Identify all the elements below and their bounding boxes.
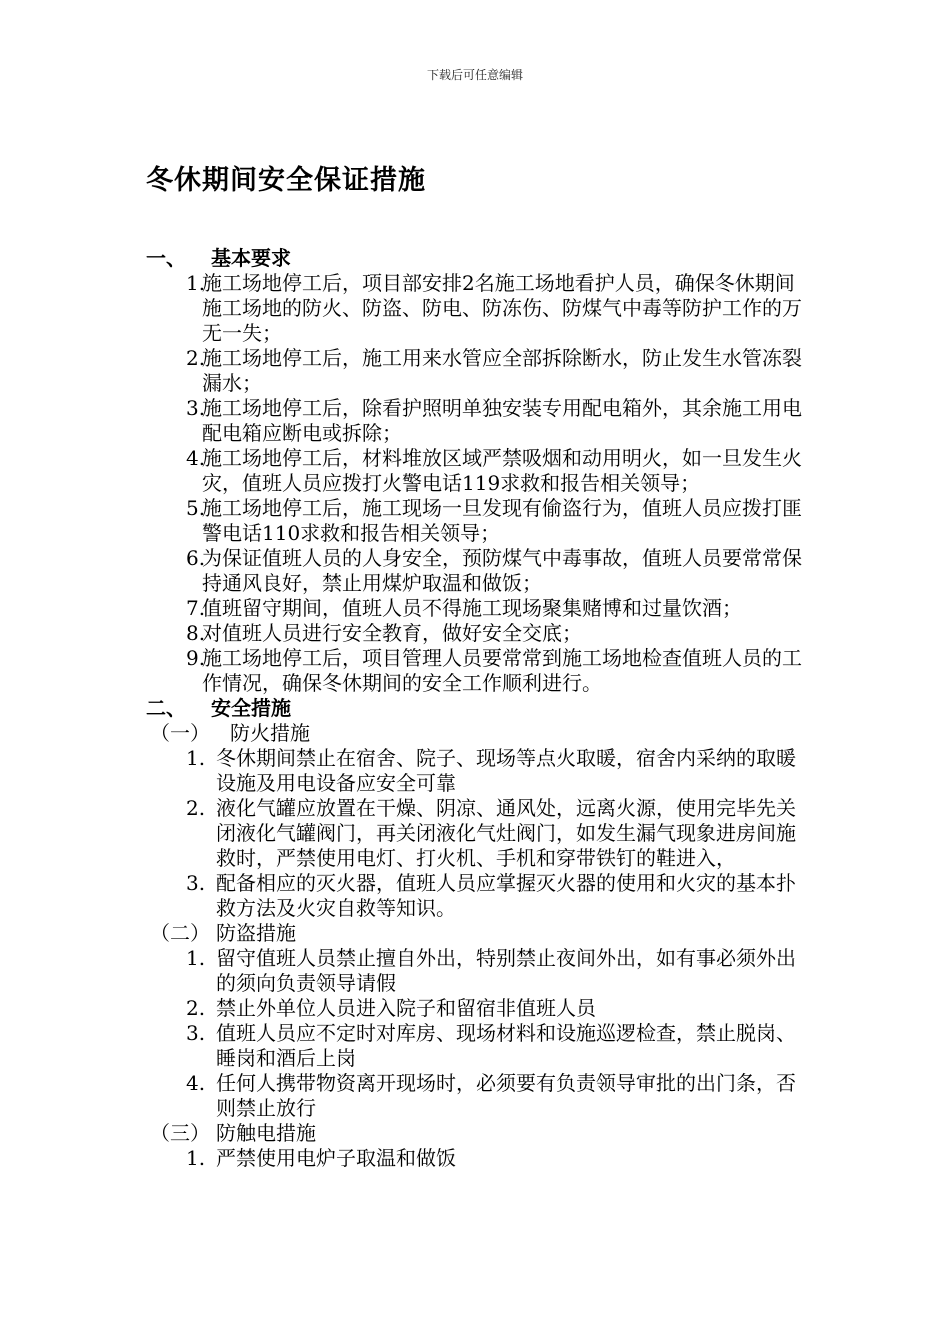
item-text: 为保证值班人员的人身安全，预防煤气中毒事故，值班人员要常常保持通风良好，禁止用煤炉取温和做饭；	[202, 546, 802, 595]
subsection-number: （二）	[150, 921, 210, 945]
item-text: 值班人员应不定时对库房、现场材料和设施巡逻检查，禁止脱岗、睡岗和酒后上岗	[216, 1021, 796, 1070]
section-heading	[146, 696, 810, 721]
item-text: 施工场地停工后，项目管理人员要常常到施工场地检查值班人员的工作情况，确保冬休期间的安全工作顺利进行。	[202, 646, 802, 695]
subsection-title: 防火措施	[230, 721, 310, 745]
item-number: 1.	[186, 1146, 206, 1170]
item-number: 9.	[186, 646, 206, 670]
item-number: 6.	[186, 546, 206, 570]
list-item	[146, 1021, 810, 1071]
list-item	[146, 1146, 810, 1171]
subsection-title: 防盗措施	[216, 921, 296, 945]
item-text: 施工场地停工后，施工现场一旦发现有偷盗行为，值班人员应拨打匪警电话110求救和报告相关领导；	[202, 496, 802, 545]
subsection-number: （三）	[150, 1121, 210, 1145]
item-text: 禁止外单位人员进入院子和留宿非值班人员	[216, 996, 596, 1020]
page-header: 下载后可任意编辑	[426, 68, 523, 82]
list-item	[146, 621, 810, 646]
item-text: 对值班人员进行安全教育，做好安全交底；	[202, 621, 582, 645]
subsection-heading	[146, 921, 810, 946]
item-number: 8.	[186, 621, 206, 645]
item-number: 2.	[186, 346, 206, 370]
item-number: 2.	[186, 996, 206, 1020]
item-text: 任何人携带物资离开现场时，必须要有负责领导审批的出门条，否则禁止放行	[216, 1071, 796, 1120]
item-number: 4.	[186, 446, 206, 470]
item-text: 冬休期间禁止在宿舍、院子、现场等点火取暖，宿舍内采纳的取暖设施及用电设备应安全可靠	[216, 746, 796, 795]
list-item	[146, 796, 810, 871]
section-title: 安全措施	[211, 696, 291, 720]
item-text: 值班留守期间，值班人员不得施工现场聚集赌博和过量饮酒；	[202, 596, 742, 620]
item-number: 1.	[186, 746, 206, 770]
section-title: 基本要求	[211, 246, 291, 270]
item-text: 施工场地停工后，材料堆放区域严禁吸烟和动用明火，如一旦发生火灾，值班人员应拨打火警电话119求救和报告相关领导；	[202, 446, 802, 495]
list-item	[146, 396, 810, 446]
item-number: 3.	[186, 396, 206, 420]
item-number: 5.	[186, 496, 206, 520]
list-item	[146, 646, 810, 696]
item-number: 3.	[186, 871, 206, 895]
item-number: 2.	[186, 796, 206, 820]
item-number: 7.	[186, 596, 206, 620]
item-text: 留守值班人员禁止擅自外出，特别禁止夜间外出，如有事必须外出的须向负责领导请假	[216, 946, 796, 995]
item-text: 施工场地停工后，项目部安排2名施工场地看护人员，确保冬休期间施工场地的防火、防盗、防电、防冻伤、防煤气中毒等防护工作的万无一失；	[202, 271, 802, 345]
list-item	[146, 1071, 810, 1121]
list-item	[146, 346, 810, 396]
list-item	[146, 271, 810, 346]
section-heading	[146, 246, 810, 271]
item-text: 施工场地停工后，除看护照明单独安装专用配电箱外，其余施工用电配电箱应断电或拆除；	[202, 396, 802, 445]
section-number: 一、	[146, 246, 186, 270]
list-item	[146, 746, 810, 796]
list-item	[146, 946, 810, 996]
item-text: 严禁使用电炉子取温和做饭	[216, 1146, 456, 1170]
item-number: 3.	[186, 1021, 206, 1045]
document-body	[146, 246, 810, 1171]
list-item	[146, 446, 810, 496]
document-title: 冬休期间安全保证措施	[146, 165, 426, 196]
subsection-title: 防触电措施	[216, 1121, 316, 1145]
section-number: 二、	[146, 696, 186, 720]
list-item	[146, 496, 810, 546]
subsection-number: （一）	[150, 721, 210, 745]
item-text: 配备相应的灭火器，值班人员应掌握灭火器的使用和火灾的基本扑救方法及火灾自救等知识。	[216, 871, 796, 920]
item-text: 施工场地停工后，施工用来水管应全部拆除断水，防止发生水管冻裂漏水；	[202, 346, 802, 395]
item-text: 液化气罐应放置在干燥、阴凉、通风处，远离火源，使用完毕先关闭液化气罐阀门，再关闭液化气灶阀门，如发生漏气现象进房间施救时，严禁使用电灯、打火机、手机和穿带铁钉的鞋进入，	[216, 796, 796, 870]
item-number: 1.	[186, 946, 206, 970]
item-number: 1.	[186, 271, 206, 295]
list-item	[146, 596, 810, 621]
list-item	[146, 871, 810, 921]
list-item	[146, 996, 810, 1021]
subsection-heading	[146, 1121, 810, 1146]
subsection-heading	[146, 721, 810, 746]
list-item	[146, 546, 810, 596]
item-number: 4.	[186, 1071, 206, 1095]
